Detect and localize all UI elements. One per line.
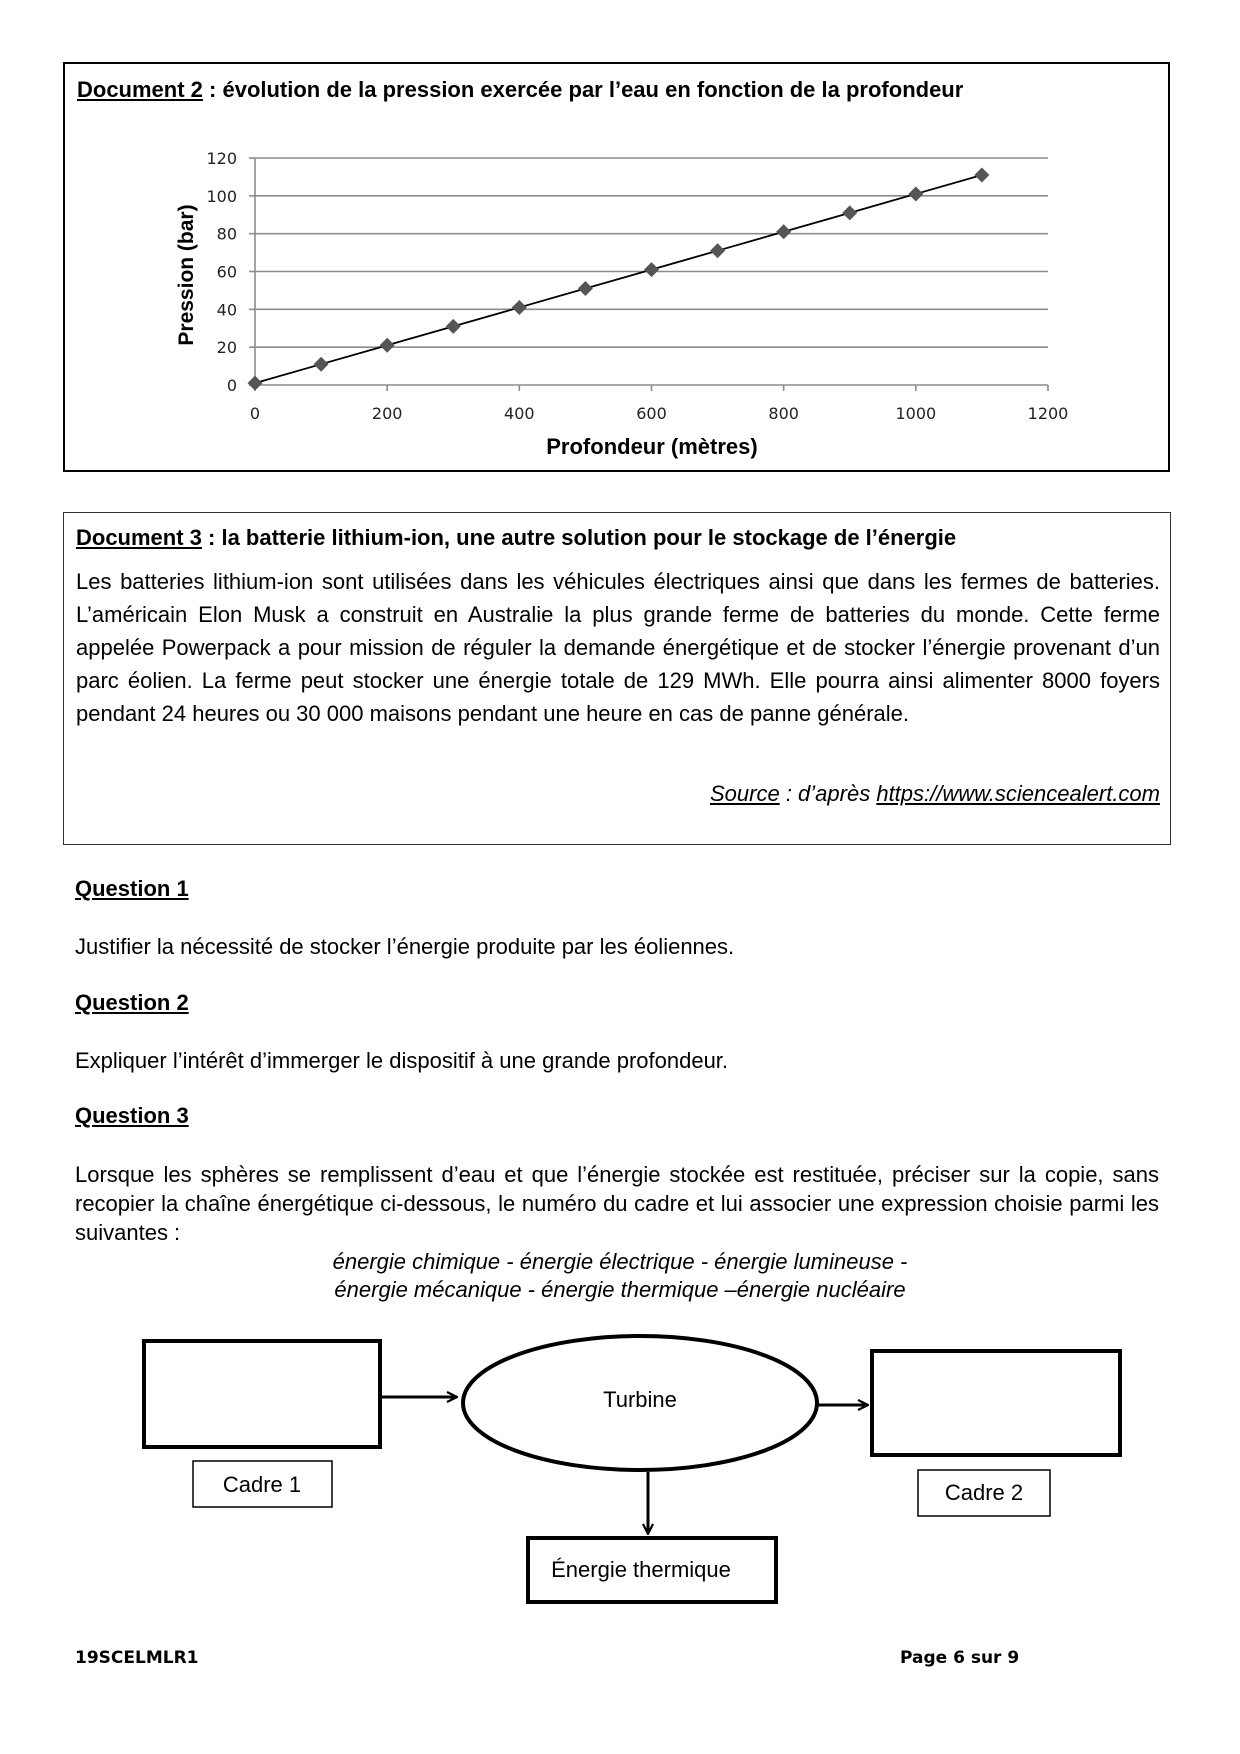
document-3-body: Les batteries lithium-ion sont utilisées dans les véhicules électriques ainsi que dans les fermes de batteries. L’américain Elon Musk a construit en Australie la plus grande ferme de batteries du monde. Cette ferme appelée Powerpack a pour mission de réguler la demande énergétique et de stocker l’énergie provenant d’un parc éolien. La ferme peut stocker une énergie totale de 129 MWh. Elle pourra ainsi alimenter 8000 foyers pendant 24 heures ou 30 000 maisons pendant une heure en cas de panne générale. — [76, 569, 1160, 726]
y-tick-label: 80 — [216, 224, 237, 244]
turbine-label: Turbine — [603, 1387, 677, 1412]
footer-code: 19SCELMLR1 — [75, 1648, 199, 1668]
question-2-title: Question 2 — [75, 990, 189, 1015]
question-3-title: Question 3 — [75, 1103, 189, 1128]
data-point — [380, 338, 395, 353]
y-tick-label: 40 — [216, 300, 237, 320]
document-3-label: Document 3 — [76, 525, 202, 550]
x-tick-label: 600 — [636, 404, 667, 423]
footer-page-number: Page 6 sur 9 — [900, 1648, 1020, 1668]
data-point — [842, 205, 857, 220]
document-3-source — [710, 781, 1160, 807]
energy-chain-diagram — [0, 1320, 1240, 1610]
y-tick-label: 0 — [226, 376, 237, 395]
data-point — [710, 243, 725, 258]
x-tick-label: 0 — [249, 404, 261, 423]
document-3-title-text: : la batterie lithium-ion, une autre solution pour le stockage de l’énergie — [201, 525, 957, 550]
data-point — [314, 357, 329, 372]
thermal-energy-label: Énergie thermique — [551, 1557, 731, 1582]
data-point — [446, 319, 461, 334]
data-point — [908, 186, 923, 201]
series-line — [255, 175, 982, 383]
x-axis-label: Profondeur (mètres) — [546, 434, 758, 459]
y-tick-labels — [206, 149, 237, 395]
source-label: Source — [710, 781, 780, 806]
chart-gridlines — [255, 158, 1048, 347]
y-tick-label: 20 — [216, 338, 237, 358]
data-point — [578, 281, 593, 296]
cadre-2-label: Cadre 2 — [944, 1480, 1024, 1505]
document-3-title — [76, 525, 956, 551]
cadre-1-label: Cadre 1 — [222, 1472, 302, 1497]
question-1-title: Question 1 — [75, 876, 189, 901]
chart-axes — [249, 158, 1048, 391]
cadre-1-box — [144, 1341, 380, 1447]
energy-options-line-2: énergie mécanique - énergie thermique –énergie nucléaire — [334, 1277, 906, 1302]
x-tick-labels — [250, 404, 1068, 423]
document-2-title-text: : évolution de la pression exercée par l’eau en fonction de la profondeur — [202, 77, 964, 102]
pressure-depth-chart — [0, 0, 1240, 480]
y-tick-label: 60 — [216, 262, 237, 282]
question-1-text: Justifier la nécessité de stocker l’énergie produite par les éoliennes. — [75, 934, 735, 959]
data-point — [776, 224, 791, 239]
data-point — [512, 300, 527, 315]
data-point — [644, 262, 659, 277]
y-tick-label: 120 — [206, 149, 237, 168]
x-tick-label: 1200 — [1027, 404, 1069, 423]
x-tick-label: 200 — [371, 404, 403, 423]
source-middle-text: : d’après — [779, 781, 877, 806]
question-3-text: Lorsque les sphères se remplissent d’eau et que l’énergie stockée est restituée, préciser sur la copie, sans recopier la chaîne énergétique ci-dessous, le numéro du cadre et lui associer une expression choisie parmi les suivantes : — [75, 1162, 1159, 1245]
x-tick-label: 400 — [504, 404, 535, 423]
energy-options-line-1: énergie chimique - énergie électrique - énergie lumineuse - — [332, 1249, 908, 1274]
document-2-label: Document 2 — [77, 77, 203, 102]
data-point — [248, 376, 263, 391]
cadre-2-box — [872, 1351, 1120, 1455]
x-tick-label: 1000 — [895, 404, 937, 423]
x-tick-label: 800 — [768, 404, 799, 423]
y-tick-label: 100 — [206, 186, 237, 206]
chart-series — [248, 168, 990, 391]
y-axis-label: Pression (bar) — [175, 204, 198, 346]
source-link[interactable]: https://www.sciencealert.com — [876, 781, 1160, 806]
question-2-text: Expliquer l’intérêt d’immerger le dispositif à une grande profondeur. — [75, 1048, 729, 1073]
data-point — [974, 168, 989, 183]
document-3-box — [63, 512, 1171, 845]
